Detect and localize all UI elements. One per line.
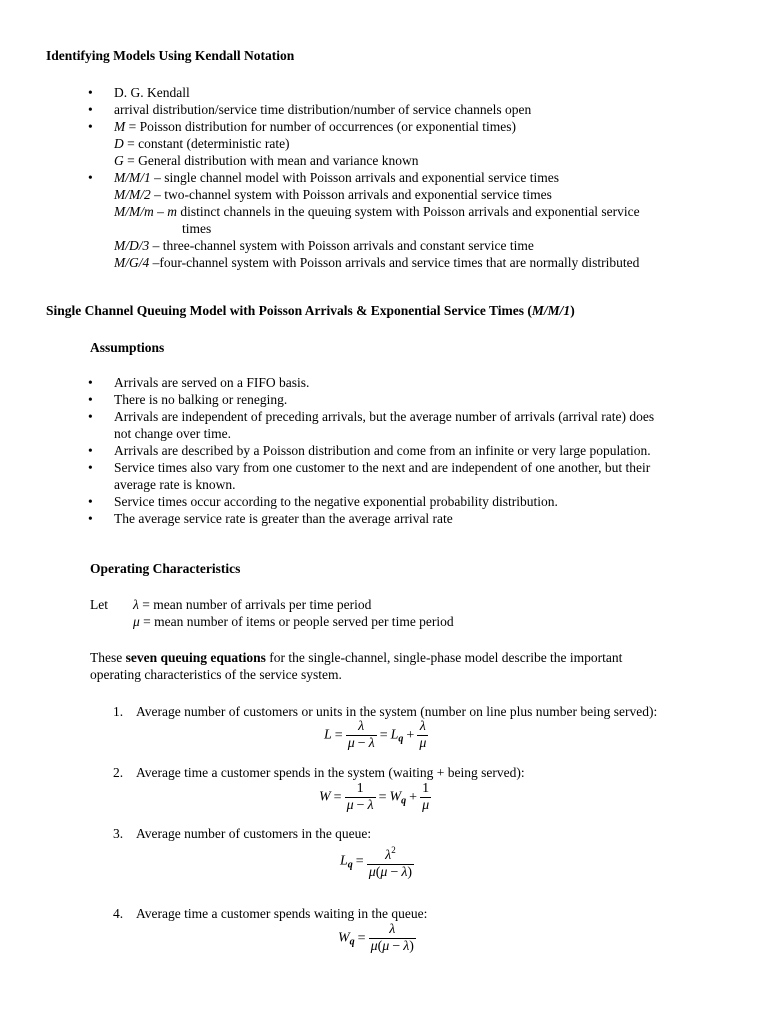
equation-Lq: $L_q$ = $\frac{\lambda^2}{\mu(\mu - \lambda)}$ <box>340 842 414 881</box>
list-item: • Arrivals are described by a Poisson distribution and come from an infinite or very large population. <box>88 442 748 459</box>
intro-paragraph: These seven queuing equations for the single-channel, single-phase model describe the important operating characteristics of the service system. <box>90 650 623 682</box>
list-item: • Service times occur according to the negative exponential probability distribution. <box>88 493 748 510</box>
let-label: Let <box>90 597 108 612</box>
equation-Wq: $W_q$ = $\frac{\lambda}{\mu(\mu - \lambda)}$ <box>338 922 414 954</box>
equation-W: W = $\frac{1}{\mu - \lambda}$ = $W_q$ + $\frac{1}{\mu}$ <box>319 781 430 813</box>
item-text: Average time a customer spends waiting in the queue: <box>136 906 428 921</box>
item-number: 3. <box>113 826 124 841</box>
item-text: Average number of customers in the queue: <box>136 826 372 841</box>
item-number: 4. <box>113 906 124 921</box>
list-item: • The average service rate is greater than the average arrival rate <box>88 510 748 527</box>
lambda-definition: λ = mean number of arrivals per time period <box>133 597 372 612</box>
mu-definition: μ = mean number of items or people served per time period <box>133 614 454 629</box>
equation-L: L = $\frac{\lambda}{\mu - \lambda}$ = $L_q$ + $\frac{\lambda}{\mu}$ <box>324 719 427 751</box>
list-item: • There is no balking or reneging. <box>88 391 748 408</box>
item-number: 1. <box>113 704 124 719</box>
heading-assumptions: Assumptions <box>90 340 165 355</box>
list-item: • M = Poisson distribution for number of occurrences (or exponential times) D = constant (deterministic rate) G = General distribution with mean and variance known <box>88 118 748 169</box>
list-item: • arrival distribution/service time distribution/number of service channels open <box>88 101 748 118</box>
kendall-list <box>88 84 748 271</box>
heading-single-channel: Single Channel Queuing Model with Poisson Arrivals & Exponential Service Times (M/M/1) <box>46 303 575 318</box>
list-item: • M/M/1 – single channel model with Poisson arrivals and exponential service times M/M/2 – two-channel system with Poisson arrivals and exponential service times M/M/m – m distinct channels in the queuing system with Poisson arrivals and exponential service times M/D/3 – three-channel system with Poisson arrivals and constant service time M/G/4 –four-channel system with Poisson arrivals and service times that are normally distributed <box>88 169 748 271</box>
list-item: • Arrivals are independent of preceding arrivals, but the average number of arrivals (arrival rate) does not change over time. <box>88 408 748 442</box>
list-item: • D. G. Kendall <box>88 84 748 101</box>
item-text: Average time a customer spends in the system (waiting + being served): <box>136 765 525 780</box>
heading-operating-characteristics: Operating Characteristics <box>90 561 241 576</box>
heading-kendall: Identifying Models Using Kendall Notation <box>46 48 295 63</box>
assumptions-list <box>88 374 748 527</box>
list-item: • Service times also vary from one customer to the next and are independent of one another, but their average rate is known. <box>88 459 748 493</box>
list-item: • Arrivals are served on a FIFO basis. <box>88 374 748 391</box>
item-text: Average number of customers or units in the system (number on line plus number being served): <box>136 704 658 719</box>
item-number: 2. <box>113 765 124 780</box>
